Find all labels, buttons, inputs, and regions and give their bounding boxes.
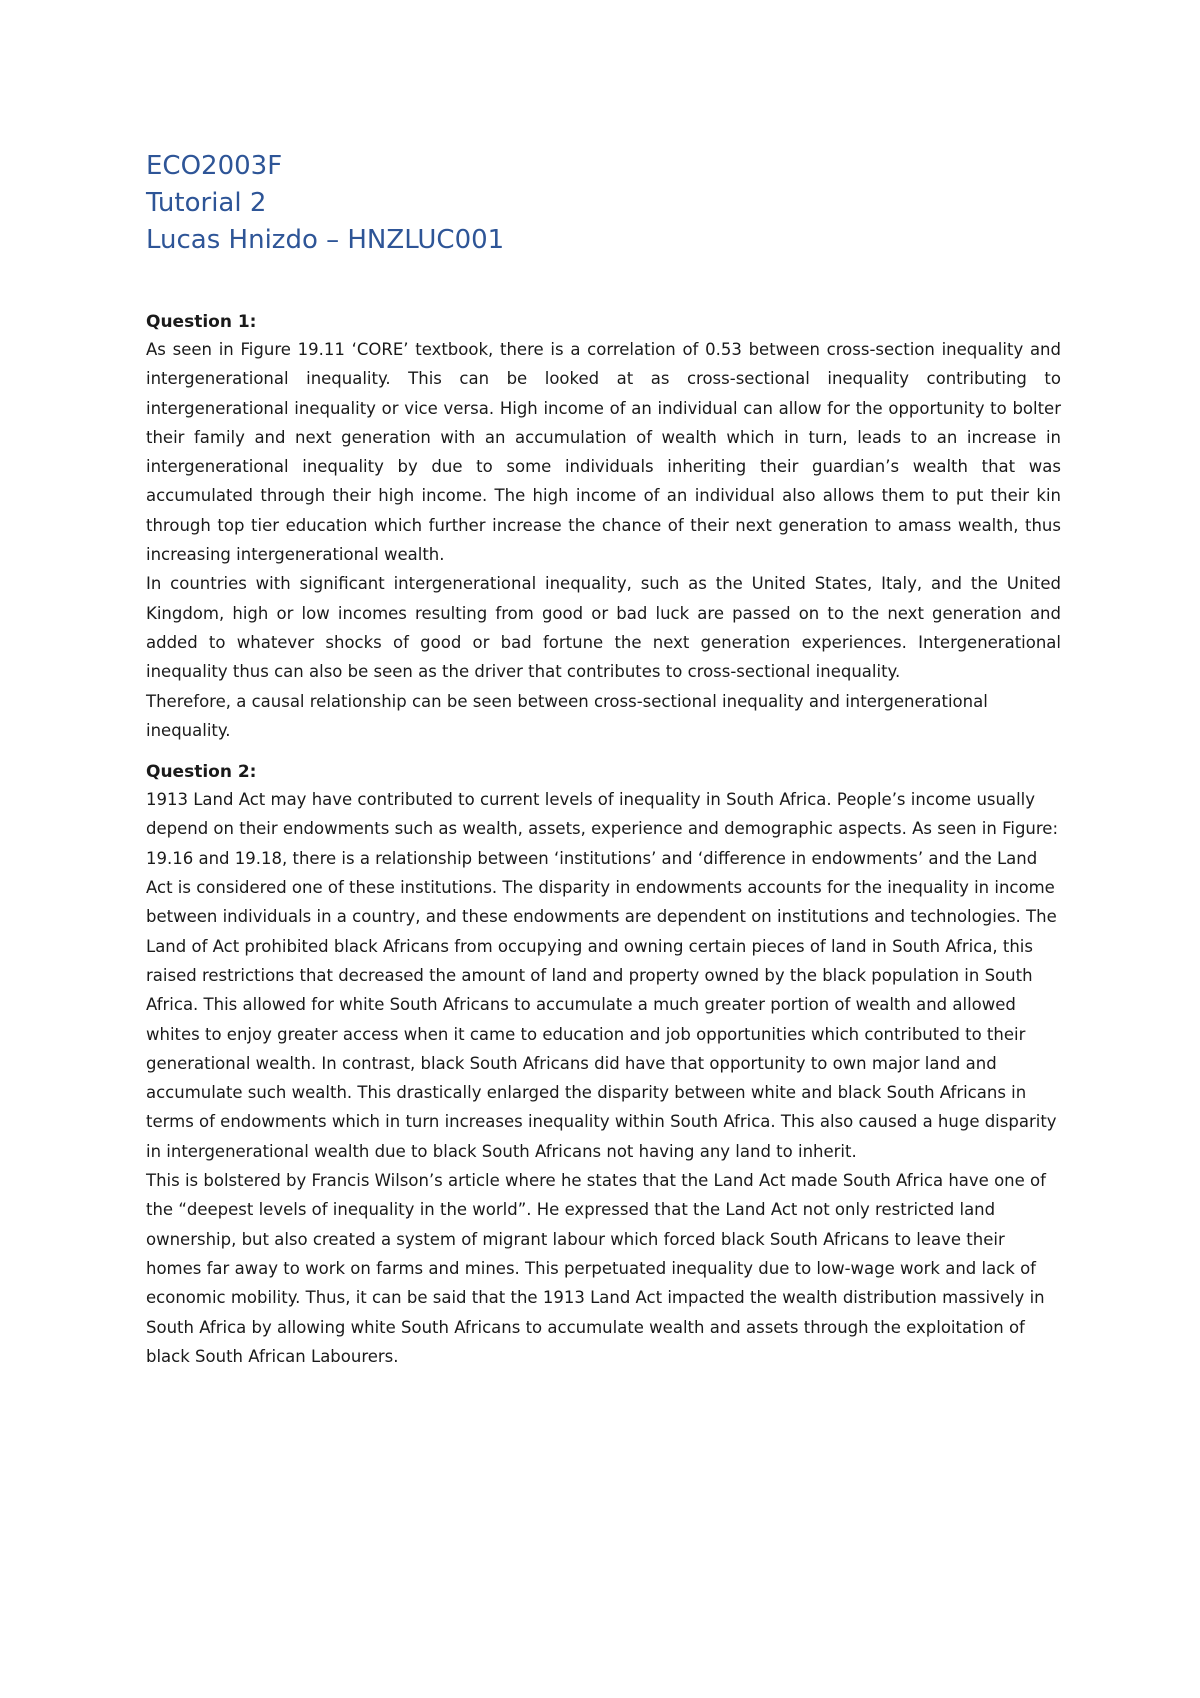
question-1-heading: Question 1:: [146, 312, 257, 332]
question-1-paragraph: As seen in Figure 19.11 ‘CORE’ textbook, there is a correlation of 0.53 between cross-section inequality and intergenerational inequality. This can be looked at as cross-sectional inequality contributing to intergenerational inequality or vice versa. High income of an individual can allow for the opportunity to bolter their family and next generation with an accumulation of wealth which in turn, leads to an increase in intergenerational inequality by due to some individuals inheriting their guardian’s wealth that was accumulated through their high income. The high income of an individual also allows them to put their kin through top tier education which further increase the chance of their next generation to amass wealth, thus increasing intergenerational wealth.: [146, 340, 1061, 565]
question-2-paragraph: This is bolstered by Francis Wilson’s article where he states that the Land Act made South Africa have one of the “deepest levels of inequality in the world”. He expressed that the Land Act not only restricted land ownership, but also created a system of migrant labour which forced black South Africans to leave their homes far away to work on farms and mines. This perpetuated inequality due to low-wage work and lack of economic mobility. Thus, it can be said that the 1913 Land Act impacted the wealth distribution massively in South Africa by allowing white South Africans to accumulate wealth and assets through the exploitation of black South African Labourers.: [146, 1171, 1046, 1366]
course-code: ECO2003F: [146, 151, 283, 181]
question-1-paragraph: Therefore, a causal relationship can be seen between cross-sectional inequality and intergenerational inequality.: [146, 691, 988, 740]
document-content: [146, 148, 1061, 1371]
document-header: [146, 148, 1061, 259]
tutorial-title: Tutorial 2: [146, 188, 267, 218]
question-2-heading: Question 2:: [146, 762, 257, 783]
question-2-paragraph: 1913 Land Act may have contributed to current levels of inequality in South Africa. People’s income usually depend on their endowments such as wealth, assets, experience and demographic aspects. As seen in Figure: 19.16 and 19.18, there is a relationship between ‘institutions’ and ‘difference in endowments’ and the Land Act is considered one of these institutions. The disparity in endowments accounts for the inequality in income between individuals in a country, and these endowments are dependent on institutions and technologies. The Land of Act prohibited black Africans from occupying and owning certain pieces of land in South Africa, this raised restrictions that decreased the amount of land and property owned by the black population in South Africa. This allowed for white South Africans to accumulate a much greater portion of wealth and allowed whites to enjoy greater access when it came to education and job opportunities which contributed to their generational wealth. In contrast, black South Africans did have that opportunity to own major land and accumulate such wealth. This drastically enlarged the disparity between white and black South Africans in terms of endowments which in turn increases inequality within South Africa. This also caused a huge disparity in intergenerational wealth due to black South Africans not having any land to inherit.: [146, 790, 1059, 1161]
student-name: Lucas Hnizdo – HNZLUC001: [146, 225, 505, 255]
question-1-paragraph: In countries with significant intergenerational inequality, such as the United States, Italy, and the United Kingdom, high or low incomes resulting from good or bad luck are passed on to the next generation and added to whatever shocks of good or bad fortune the next generation experiences. Intergenerational inequality thus can also be seen as the driver that contributes to cross-sectional inequality.: [146, 574, 1061, 682]
